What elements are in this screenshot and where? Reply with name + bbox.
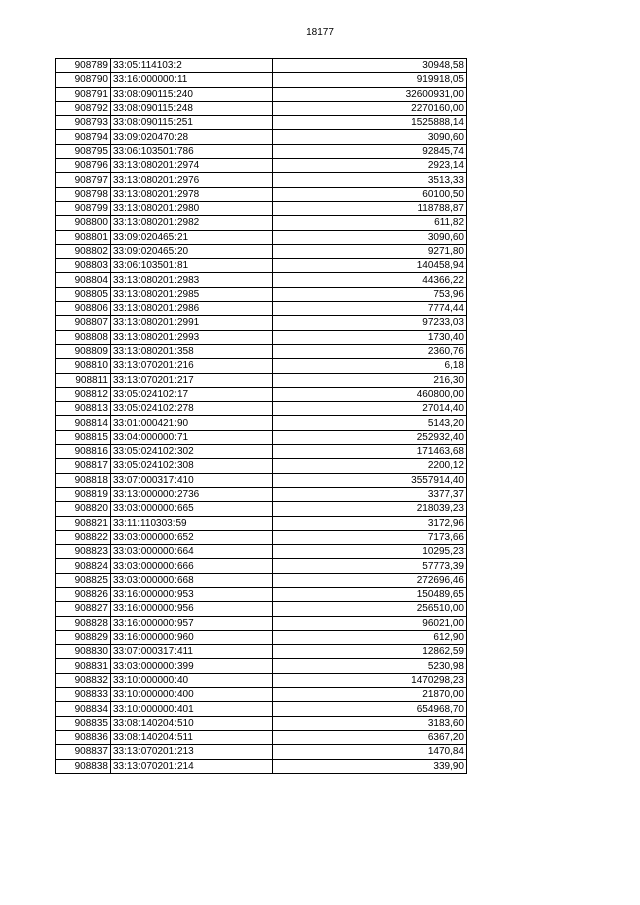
row-id-cell: 908796: [56, 159, 111, 173]
row-id-cell: 908832: [56, 673, 111, 687]
cadastral-number-cell: 33:03:000000:664: [111, 545, 273, 559]
cadastral-number-cell: 33:16:000000:957: [111, 616, 273, 630]
value-cell: 21870,00: [273, 688, 467, 702]
cadastral-number-cell: 33:08:140204:510: [111, 716, 273, 730]
row-id-cell: 908821: [56, 516, 111, 530]
cadastral-number-cell: 33:08:090115:248: [111, 101, 273, 115]
cadastral-number-cell: 33:05:024102:278: [111, 402, 273, 416]
cadastral-number-cell: 33:10:000000:40: [111, 673, 273, 687]
table-row: [56, 573, 467, 587]
cadastral-number-cell: 33:04:000000:71: [111, 430, 273, 444]
value-cell: 2360,76: [273, 344, 467, 358]
table-row: [56, 316, 467, 330]
row-id-cell: 908804: [56, 273, 111, 287]
cadastral-number-cell: 33:13:000000:2736: [111, 487, 273, 501]
table-row: [56, 459, 467, 473]
table-row: [56, 373, 467, 387]
cadastral-number-cell: 33:13:080201:2976: [111, 173, 273, 187]
table-row: [56, 487, 467, 501]
cadastral-number-cell: 33:03:000000:666: [111, 559, 273, 573]
value-cell: 460800,00: [273, 387, 467, 401]
cadastral-number-cell: 33:13:080201:2974: [111, 159, 273, 173]
table-row: [56, 244, 467, 258]
table-row: [56, 430, 467, 444]
row-id-cell: 908825: [56, 573, 111, 587]
value-cell: 3513,33: [273, 173, 467, 187]
table-row: [56, 659, 467, 673]
value-cell: 57773,39: [273, 559, 467, 573]
table-row: [56, 201, 467, 215]
row-id-cell: 908792: [56, 101, 111, 115]
table-row: [56, 688, 467, 702]
row-id-cell: 908810: [56, 359, 111, 373]
row-id-cell: 908808: [56, 330, 111, 344]
table-row: [56, 101, 467, 115]
row-id-cell: 908791: [56, 87, 111, 101]
cadastral-number-cell: 33:13:080201:2983: [111, 273, 273, 287]
table-row: [56, 759, 467, 773]
value-cell: 3183,60: [273, 716, 467, 730]
row-id-cell: 908837: [56, 745, 111, 759]
value-cell: 140458,94: [273, 259, 467, 273]
table-row: [56, 187, 467, 201]
table-row: [56, 130, 467, 144]
table-row: [56, 587, 467, 601]
row-id-cell: 908830: [56, 645, 111, 659]
cadastral-number-cell: 33:16:000000:960: [111, 630, 273, 644]
cadastral-number-cell: 33:07:000317:410: [111, 473, 273, 487]
value-cell: 32600931,00: [273, 87, 467, 101]
table-body: [56, 59, 467, 774]
table-row: [56, 502, 467, 516]
cadastral-number-cell: 33:13:080201:358: [111, 344, 273, 358]
table-row: [56, 402, 467, 416]
cadastral-number-cell: 33:11:110303:59: [111, 516, 273, 530]
row-id-cell: 908838: [56, 759, 111, 773]
row-id-cell: 908802: [56, 244, 111, 258]
cadastral-number-cell: 33:16:000000:953: [111, 587, 273, 601]
table-row: [56, 530, 467, 544]
cadastral-number-cell: 33:06:103501:786: [111, 144, 273, 158]
cadastral-number-cell: 33:13:080201:2978: [111, 187, 273, 201]
table-row: [56, 302, 467, 316]
value-cell: 5230,98: [273, 659, 467, 673]
cadastral-value-table: [55, 58, 467, 774]
table-row: [56, 159, 467, 173]
value-cell: 339,90: [273, 759, 467, 773]
value-cell: 1470298,23: [273, 673, 467, 687]
page-number: 18177: [306, 27, 334, 38]
row-id-cell: 908817: [56, 459, 111, 473]
value-cell: 7173,66: [273, 530, 467, 544]
value-cell: 612,90: [273, 630, 467, 644]
row-id-cell: 908798: [56, 187, 111, 201]
table-row: [56, 116, 467, 130]
value-cell: 919918,05: [273, 73, 467, 87]
cadastral-number-cell: 33:05:024102:17: [111, 387, 273, 401]
table-row: [56, 173, 467, 187]
value-cell: 97233,03: [273, 316, 467, 330]
value-cell: 218039,23: [273, 502, 467, 516]
table-row: [56, 73, 467, 87]
cadastral-number-cell: 33:08:140204:511: [111, 730, 273, 744]
value-cell: 171463,68: [273, 445, 467, 459]
cadastral-number-cell: 33:09:020465:20: [111, 244, 273, 258]
row-id-cell: 908793: [56, 116, 111, 130]
value-cell: 96021,00: [273, 616, 467, 630]
value-cell: 3172,96: [273, 516, 467, 530]
row-id-cell: 908814: [56, 416, 111, 430]
cadastral-number-cell: 33:13:070201:216: [111, 359, 273, 373]
value-cell: 118788,87: [273, 201, 467, 215]
row-id-cell: 908815: [56, 430, 111, 444]
value-cell: 611,82: [273, 216, 467, 230]
value-cell: 654968,70: [273, 702, 467, 716]
row-id-cell: 908813: [56, 402, 111, 416]
table-row: [56, 287, 467, 301]
table-row: [56, 59, 467, 73]
row-id-cell: 908834: [56, 702, 111, 716]
row-id-cell: 908811: [56, 373, 111, 387]
value-cell: 92845,74: [273, 144, 467, 158]
cadastral-number-cell: 33:03:000000:652: [111, 530, 273, 544]
value-cell: 150489,65: [273, 587, 467, 601]
table-row: [56, 87, 467, 101]
value-cell: 12862,59: [273, 645, 467, 659]
value-cell: 2923,14: [273, 159, 467, 173]
row-id-cell: 908799: [56, 201, 111, 215]
table-row: [56, 273, 467, 287]
cadastral-number-cell: 33:09:020470:28: [111, 130, 273, 144]
table-row: [56, 645, 467, 659]
table-row: [56, 416, 467, 430]
cadastral-number-cell: 33:13:080201:2993: [111, 330, 273, 344]
table-row: [56, 359, 467, 373]
cadastral-number-cell: 33:13:080201:2980: [111, 201, 273, 215]
value-cell: 27014,40: [273, 402, 467, 416]
value-cell: 6367,20: [273, 730, 467, 744]
value-cell: 216,30: [273, 373, 467, 387]
cadastral-number-cell: 33:10:000000:400: [111, 688, 273, 702]
value-cell: 1730,40: [273, 330, 467, 344]
row-id-cell: 908835: [56, 716, 111, 730]
row-id-cell: 908800: [56, 216, 111, 230]
value-cell: 2270160,00: [273, 101, 467, 115]
value-cell: 1525888,14: [273, 116, 467, 130]
row-id-cell: 908818: [56, 473, 111, 487]
table-row: [56, 259, 467, 273]
cadastral-number-cell: 33:13:080201:2982: [111, 216, 273, 230]
row-id-cell: 908836: [56, 730, 111, 744]
value-cell: 60100,50: [273, 187, 467, 201]
cadastral-number-cell: 33:16:000000:956: [111, 602, 273, 616]
value-cell: 5143,20: [273, 416, 467, 430]
cadastral-number-cell: 33:13:070201:217: [111, 373, 273, 387]
row-id-cell: 908831: [56, 659, 111, 673]
table-row: [56, 616, 467, 630]
value-cell: 3557914,40: [273, 473, 467, 487]
value-cell: 753,96: [273, 287, 467, 301]
cadastral-number-cell: 33:08:090115:251: [111, 116, 273, 130]
row-id-cell: 908801: [56, 230, 111, 244]
row-id-cell: 908789: [56, 59, 111, 73]
table-row: [56, 745, 467, 759]
row-id-cell: 908794: [56, 130, 111, 144]
table-row: [56, 730, 467, 744]
table-row: [56, 445, 467, 459]
table-row: [56, 602, 467, 616]
value-cell: 3090,60: [273, 130, 467, 144]
cadastral-number-cell: 33:05:024102:302: [111, 445, 273, 459]
table-row: [56, 630, 467, 644]
row-id-cell: 908829: [56, 630, 111, 644]
table-row: [56, 673, 467, 687]
value-cell: 1470,84: [273, 745, 467, 759]
row-id-cell: 908824: [56, 559, 111, 573]
cadastral-number-cell: 33:10:000000:401: [111, 702, 273, 716]
row-id-cell: 908820: [56, 502, 111, 516]
value-cell: 252932,40: [273, 430, 467, 444]
cadastral-number-cell: 33:01:000421:90: [111, 416, 273, 430]
row-id-cell: 908797: [56, 173, 111, 187]
row-id-cell: 908833: [56, 688, 111, 702]
cadastral-number-cell: 33:13:080201:2986: [111, 302, 273, 316]
row-id-cell: 908822: [56, 530, 111, 544]
cadastral-number-cell: 33:05:114103:2: [111, 59, 273, 73]
table-row: [56, 473, 467, 487]
cadastral-number-cell: 33:09:020465:21: [111, 230, 273, 244]
row-id-cell: 908819: [56, 487, 111, 501]
table-row: [56, 702, 467, 716]
value-cell: 2200,12: [273, 459, 467, 473]
table-row: [56, 545, 467, 559]
table-row: [56, 716, 467, 730]
row-id-cell: 908790: [56, 73, 111, 87]
row-id-cell: 908812: [56, 387, 111, 401]
cadastral-number-cell: 33:03:000000:665: [111, 502, 273, 516]
row-id-cell: 908803: [56, 259, 111, 273]
table-row: [56, 216, 467, 230]
cadastral-number-cell: 33:13:070201:213: [111, 745, 273, 759]
row-id-cell: 908826: [56, 587, 111, 601]
cadastral-number-cell: 33:16:000000:11: [111, 73, 273, 87]
cadastral-number-cell: 33:03:000000:399: [111, 659, 273, 673]
table-row: [56, 230, 467, 244]
table-row: [56, 387, 467, 401]
cadastral-number-cell: 33:05:024102:308: [111, 459, 273, 473]
cadastral-number-cell: 33:03:000000:668: [111, 573, 273, 587]
table-row: [56, 330, 467, 344]
cadastral-number-cell: 33:13:070201:214: [111, 759, 273, 773]
row-id-cell: 908823: [56, 545, 111, 559]
value-cell: 30948,58: [273, 59, 467, 73]
cadastral-number-cell: 33:08:090115:240: [111, 87, 273, 101]
cadastral-number-cell: 33:13:080201:2985: [111, 287, 273, 301]
cadastral-number-cell: 33:06:103501:81: [111, 259, 273, 273]
value-cell: 256510,00: [273, 602, 467, 616]
row-id-cell: 908828: [56, 616, 111, 630]
value-cell: 3090,60: [273, 230, 467, 244]
row-id-cell: 908806: [56, 302, 111, 316]
cadastral-number-cell: 33:07:000317:411: [111, 645, 273, 659]
table-row: [56, 344, 467, 358]
value-cell: 10295,23: [273, 545, 467, 559]
table-row: [56, 559, 467, 573]
value-cell: 6,18: [273, 359, 467, 373]
row-id-cell: 908809: [56, 344, 111, 358]
value-cell: 3377,37: [273, 487, 467, 501]
table-row: [56, 516, 467, 530]
table-row: [56, 144, 467, 158]
value-cell: 272696,46: [273, 573, 467, 587]
cadastral-number-cell: 33:13:080201:2991: [111, 316, 273, 330]
value-cell: 7774,44: [273, 302, 467, 316]
row-id-cell: 908807: [56, 316, 111, 330]
row-id-cell: 908805: [56, 287, 111, 301]
row-id-cell: 908827: [56, 602, 111, 616]
row-id-cell: 908795: [56, 144, 111, 158]
value-cell: 44366,22: [273, 273, 467, 287]
value-cell: 9271,80: [273, 244, 467, 258]
row-id-cell: 908816: [56, 445, 111, 459]
